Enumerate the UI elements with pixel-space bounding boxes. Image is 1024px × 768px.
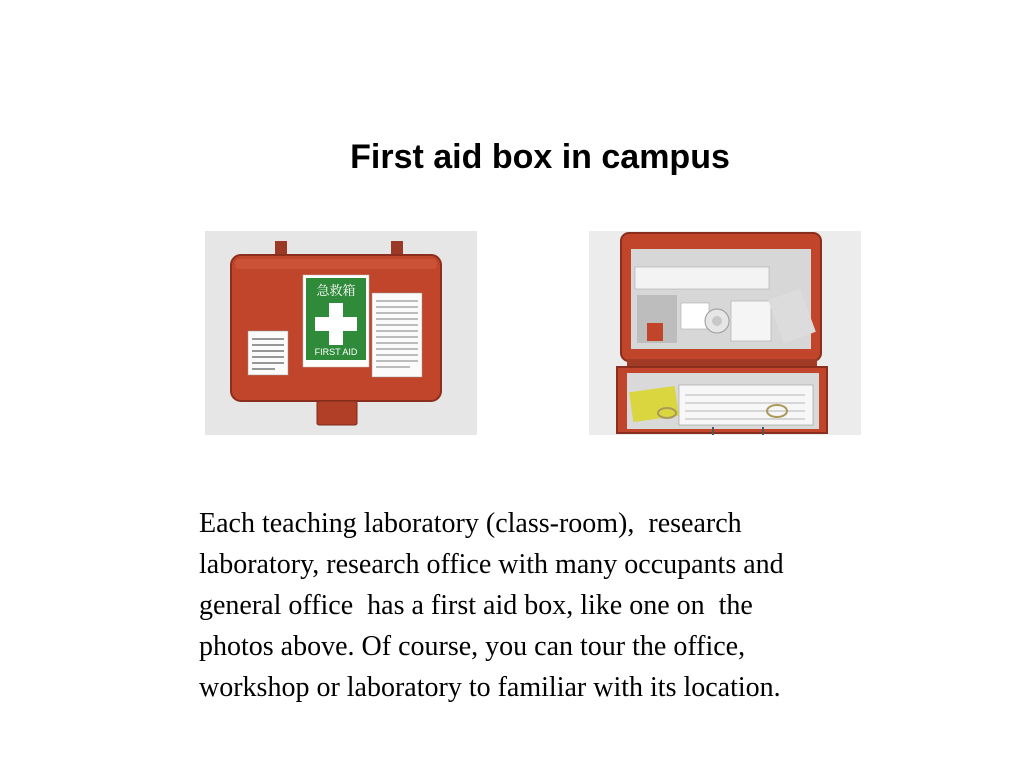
body-line: laboratory, research office with many occupants and	[199, 549, 784, 580]
body-line: Each teaching laboratory (class-room), research	[199, 508, 742, 539]
body-paragraph	[199, 503, 929, 708]
body-line: general office has a first aid box, like one on the	[199, 590, 753, 621]
photo-first-aid-box-open	[589, 231, 861, 435]
photo-first-aid-box-closed	[205, 231, 477, 435]
body-line: photos above. Of course, you can tour the office,	[199, 631, 746, 662]
body-line: workshop or laboratory to familiar with its location.	[199, 672, 781, 703]
slide-title: First aid box in campus	[350, 138, 730, 176]
label-chinese-text: 急救箱	[316, 283, 356, 298]
label-english-text: FIRST AID	[314, 347, 358, 357]
